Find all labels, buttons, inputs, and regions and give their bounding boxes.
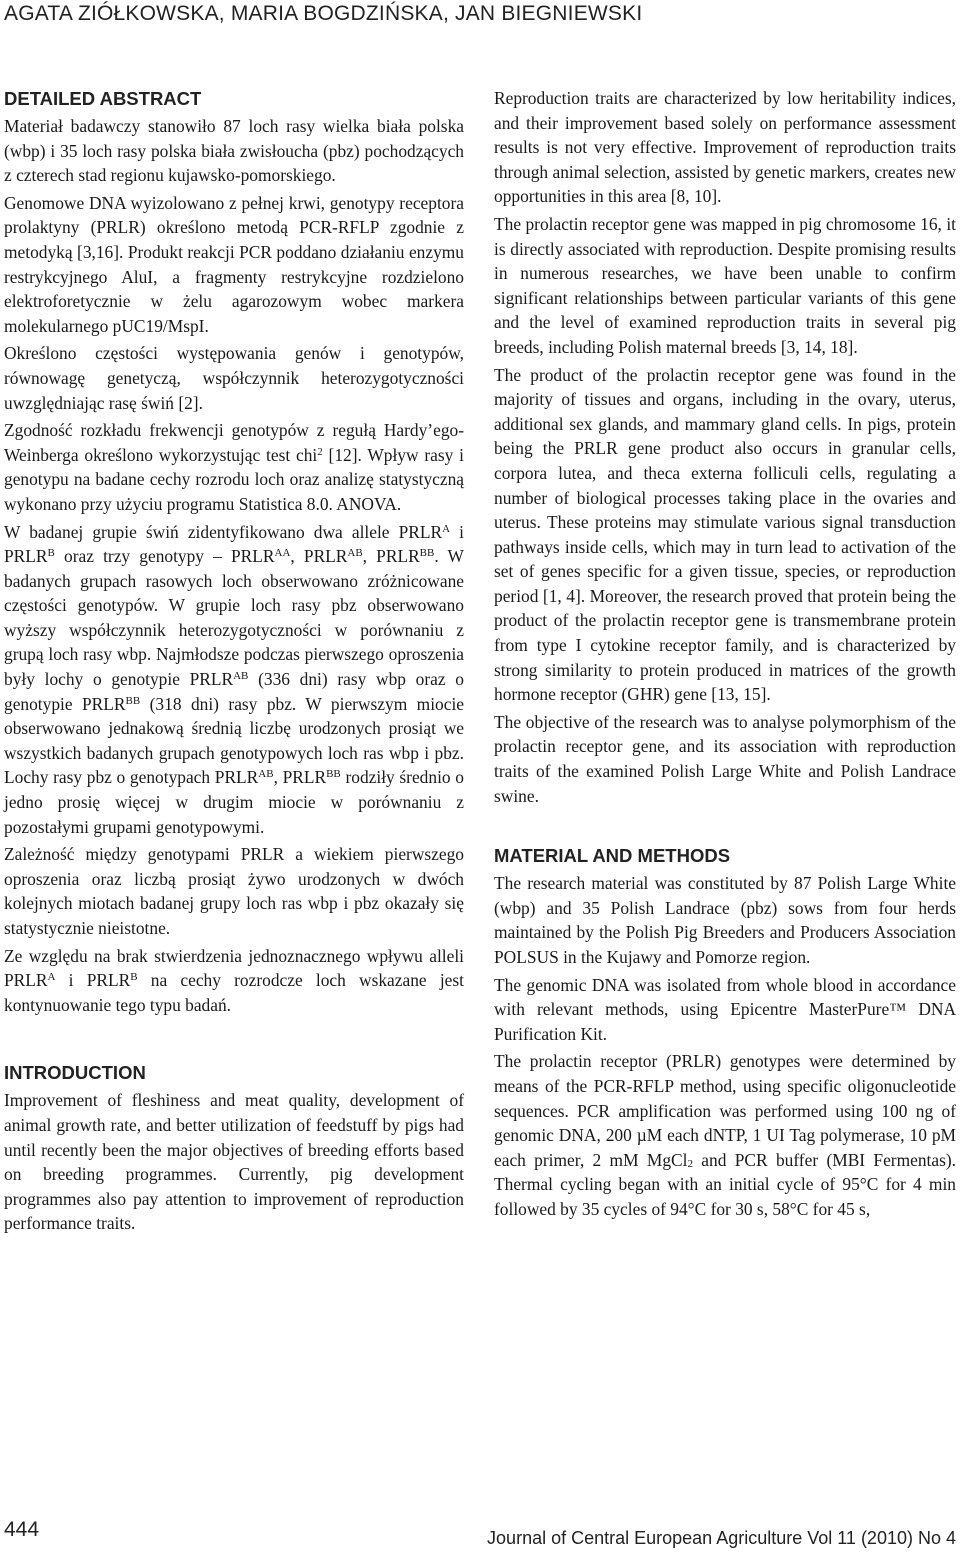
methods-paragraph: The prolactin receptor (PRLR) genotypes were determined by means of the PCR-RFLP method, using specific oligonucleotide sequences. PCR amplification was performed using 100 ng of genomic DNA, 200 µM each dNTP, 1 UI Tag polymerase, 10 pM each primer, 2 mM MgCl$_2$ and PCR buffer (MBI Fermentas). Thermal cycling began with an initial cycle of 95°C for 4 min followed by 35 cycles of 94°C for 30 s, 58°C for 45 s, [494,1051,956,1219]
methods-paragraph: The genomic DNA was isolated from whole blood in accordance with relevant methods, using Epicentre MasterPure™ DNA Purification Kit. [494,974,956,1044]
introduction-paragraph: The product of the prolactin receptor gene was found in the majority of tissues and organs, including in the ovary, uterus, additional sex glands, and mammary gland cells. In pigs, protein being the PRLR gene product also occurs in granular cells, corpora lutea, and theca externa folliculi cells, regulating a number of biological processes taking place in the ovaries and uterus. These proteins may stimulate various signal transduction pathways inside cells, which may in turn lead to activation of the set of genes specific for a given tissue, species, or reproduction period [1, 4]. Moreover, the research proved that protein being the product of the prolactin receptor gene is transmembrane protein from type I cytokine receptor family, and is characterized by strong similarity to protein produced in matrices of the growth hormone receptor (GHR) gene [13, 15]. [494,364,956,705]
abstract-paragraph: Genomowe DNA wyizolowano z pełnej krwi, genotypy receptora prolaktyny (PRLR) określono metodą PCR-RFLP zgodnie z metodyką [3,16]. Produkt reakcji PCR poddano działaniu enzymu restrykcyjnego AluI, a fragmenty restrykcyjne rozdzielono elektroforetycznie w żelu agarozowym wobec markera molekularnego pUC19/MspI. [4,192,464,336]
introduction-heading: INTRODUCTION [4,1062,146,1084]
abstract-paragraph: Zgodność rozkładu frekwencji genotypów z regułą Hardy’ego-Weinberga określono wykorzystując test chi$^2$ [12]. Wpływ rasy i genotypu na badane cechy rozrodu loch oraz analizę statystyczną wykonano przy użyciu programu Statistica 8.0. ANOVA. [4,420,464,514]
abstract-paragraph: Określono częstości występowania genów i genotypów, równowagę genetyczą, współczynnik heterozygotyczności uwzględniając rasę świń [2]. [4,343,464,413]
abstract-heading: DETAILED ABSTRACT [4,88,202,109]
introduction-paragraph: The objective of the research was to analyse polymorphism of the prolactin receptor gene, and its association with reproduction traits of the examined Polish Large White and Polish Landrace swine. [494,711,956,806]
introduction-paragraph: Reproduction traits are characterized by low heritability indices, and their improvement based solely on performance assessment results is not very effective. Improvement of reproduction traits through animal selection, assisted by genetic markers, creates new opportunities in this area [8, 10]. [494,88,956,207]
journal-footer: Journal of Central European Agriculture Vol 11 (2010) No 4 [487,1528,956,1548]
methods-heading: MATERIAL AND METHODS [494,845,731,867]
page-number: 444 [4,1518,40,1541]
introduction-paragraph: The prolactin receptor gene was mapped in pig chromosome 16, it is directly associated with reproduction. Despite promising results in numerous researches, we have been unable to confirm significant relationships between particular variants of this gene and the level of examined reproduction traits in several pig breeds, including Polish maternal breeds [3, 14, 18]. [494,213,956,357]
right-column [494,86,956,1225]
left-column [4,86,464,1239]
abstract-paragraph: W badanej grupie świń zidentyfikowano dwa allele $PRLR^A$ i $PRLR^B$ oraz trzy genotypy – $PRLR^{AA}$, $PRLR^{AB}$, $PRLR^{BB}$. W badanych grupach rasowych loch obserwowano zróżnicowane częstości genotypów. W grupie loch rasy pbz obserwowano wyższy współczynnik heterozygotyczności w porównaniu z grupą loch rasy wbp. Najmłodsze podczas pierwszego oproszenia były lochy o genotypie $PRLR^{AB}$ (336 dni) rasy wbp oraz o genotypie $PRLR^{BB}$ (318 dni) rasy pbz. W pierwszym miocie obserwowano jednakową średnią liczbę urodzonych prosiąt we wszystkich badanych grupach genotypowych loch ras wbp i pbz. Lochy rasy pbz o genotypach $PRLR^{AB}$, $PRLR^{BB}$ rodziły średnio o jedno prosię więcej w drugim miocie w porównaniu z pozostałymi grupami genotypowymi. [4,521,464,837]
abstract-paragraph: Materiał badawczy stanowiło 87 loch rasy wielka biała polska (wbp) i 35 loch rasy polska biała zwisłoucha (pbz) pochodzących z czterech stad regionu kujawsko-pomorskiego. [4,116,464,186]
methods-paragraph: The research material was constituted by 87 Polish Large White (wbp) and 35 Polish Landrace (pbz) sows from four herds maintained by the Polish Pig Breeders and Producers Association POLSUS in the Kujawy and Pomorze region. [494,873,956,967]
abstract-paragraph: Zależność między genotypami PRLR a wiekiem pierwszego oproszenia oraz liczbą prosiąt żywo urodzonych w dwóch kolejnych miotach badanej grupy loch ras wbp i pbz okazały się statystycznie nieistotne. [4,844,464,938]
running-header-authors: AGATA ZIÓŁKOWSKA, MARIA BOGDZIŃSKA, JAN BIEGNIEWSKI [4,2,643,25]
abstract-paragraph: Ze względu na brak stwierdzenia jednoznacznego wpływu alleli $PRLR^A$ i $PRLR^B$ na cechy rozrodcze loch wskazane jest kontynuowanie tego typu badań. [4,945,464,1015]
introduction-paragraph: Improvement of fleshiness and meat quality, development of animal growth rate, and better utilization of feedstuff by pigs had until recently been the major objectives of breeding efforts based on breeding programmes. Currently, pig development programmes also pay attention to improvement of reproduction performance traits. [4,1090,464,1234]
